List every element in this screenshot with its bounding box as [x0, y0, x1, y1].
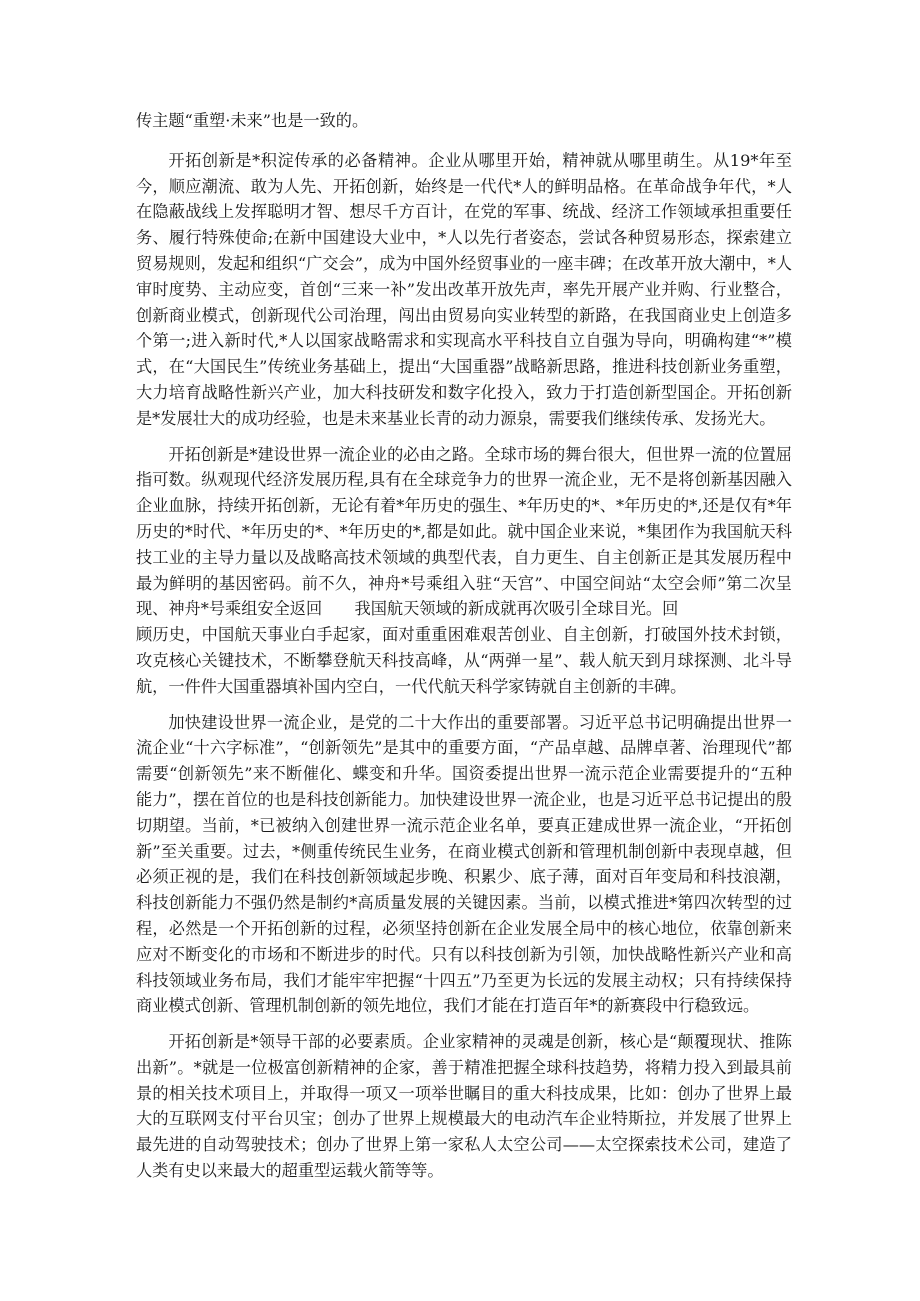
paragraph-pioneering-spirit: 开拓创新是*积淀传承的必备精神。企业从哪里开始，精神就从哪里萌生。从19*年至今，顺应潮流、敢为人先、开拓创新，始终是一代代*人的鲜明品格。在革命战争年代，*人在隐蔽战线上发挥聪明才智、想尽千方百计，在党的军事、统战、经济工作领域承担重要任务、履行特殊使命;在新中国建设大业中，*人以先行者姿态，尝试各种贸易形态，探索建立贸易规则，发起和组织“广交会”，成为中国外经贸事业的一座丰碑；在改革开放大潮中，*人审时度势、主动应变，首创“三来一补”发出改革开放先声，率先开展产业并购、行业整合，创新商业模式，创新现代公司治理，闯出由贸易向实业转型的新路，在我国商业史上创造多个第一;进入新时代,*人以国家战略需求和实现高水平科技自立自强为导向，明确构建“*”模式，在“大国民生”传统业务基础上，提出“大国重器”战略新思路，推进科技创新业务重塑，大力培育战略性新兴产业，加大科技研发和数字化投入，致力于打造创新型国企。开拓创新是*发展壮大的成功经验，也是未来基业长青的动力源泉，需要我们继续传承、发扬光大。	[136, 150, 792, 428]
document-page	[136, 108, 792, 1194]
paragraph-continuation: 传主题“重塑·未来”也是一致的。	[136, 111, 369, 130]
paragraph-leadership-quality: 开拓创新是*领导干部的必要素质。企业家精神的灵魂是创新，核心是“颠覆现状、推陈出新”。*就是一位极富创新精神的企家，善于精准把握全球科技趋势，将精力投入到最具前景的相关技术项目上，并取得一项又一项举世瞩目的重大科技成果，比如：创办了世界上最大的互联网支付平台贝宝；创办了世界上规模最大的电动汽车企业特斯拉，并发展了世界上最先进的自动驾驶技术；创办了世界上第一家私人太空公司——太空探索技术公司，建造了人类有史以来最大的超重型运载火箭等等。	[136, 1032, 792, 1181]
paragraph-world-class-path: 开拓创新是*建设世界一流企业的必由之路。全球市场的舞台很大，但世界一流的位置屈指可数。纵观现代经济发展历程,具有在全球竞争力的世界一流企业，无不是将创新基因融入企业血脉，持续开拓创新，无论有着*年历史的强生、*年历史的*、*年历史的*,还是仅有*年历史的*时代、*年历史的*、*年历史的*,都是如此。就中国企业来说，*集团作为我国航天科技工业的主导力量以及战略高技术领域的典型代表，自力更生、自主创新正是其发展历程中最为鲜明的基因密码。前不久，神舟*号乘组入驻“天宫”、中国空间站“太空会师”第二次呈现、神舟*号乘组安全返回 我国航天领域的新成就再次吸引全球目光。回	[136, 444, 792, 619]
paragraph-party-deployment: 加快建设世界一流企业，是党的二十大作出的重要部署。习近平总书记明确提出世界一流企业“十六字标准”，“创新领先”是其中的重要方面，“产品卓越、品牌卓著、治理现代”都需要“创新领先”来不断催化、蝶变和升华。国资委提出世界一流示范企业需要提升的“五种能力”，摆在首位的也是科技创新能力。加快建设世界一流企业，也是习近平总书记提出的殷切期望。当前，*已被纳入创建世界一流示范企业名单，要真正建成世界一流企业，“开拓创新”至关重要。过去，*侧重传统民生业务，在商业模式创新和管理机制创新中表现卓越，但必须正视的是，我们在科技创新领域起步晚、积累少、底子薄，面对百年变局和科技浪潮，科技创新能力不强仍然是制约*高质量发展的关键因素。当前，以模式推进*第四次转型的过程，必然是一个开拓创新的过程，必须坚持创新在企业发展全局中的核心地位，依靠创新来应对不断变化的市场和不断进步的时代。只有以科技创新为引领，加快战略性新兴产业和高科技领域业务布局，我们才能牢牢把握“十四五”乃至更为长远的发展主动权；只有持续保持商业模式创新、管理机制创新的领先地位，我们才能在打造百年*的新赛段中行稳致远。	[136, 712, 792, 1016]
paragraph-aerospace-history: 顾历史，中国航天事业白手起家，面对重重困难艰苦创业、自主创新，打破国外技术封锁，攻克核心关键技术，不断攀登航天科技高峰，从“两弹一星”、载人航天到月球探测、北斗导航，一件件大国重器填补国内空白，一代代航天科学家铸就自主创新的丰碑。	[136, 625, 792, 696]
